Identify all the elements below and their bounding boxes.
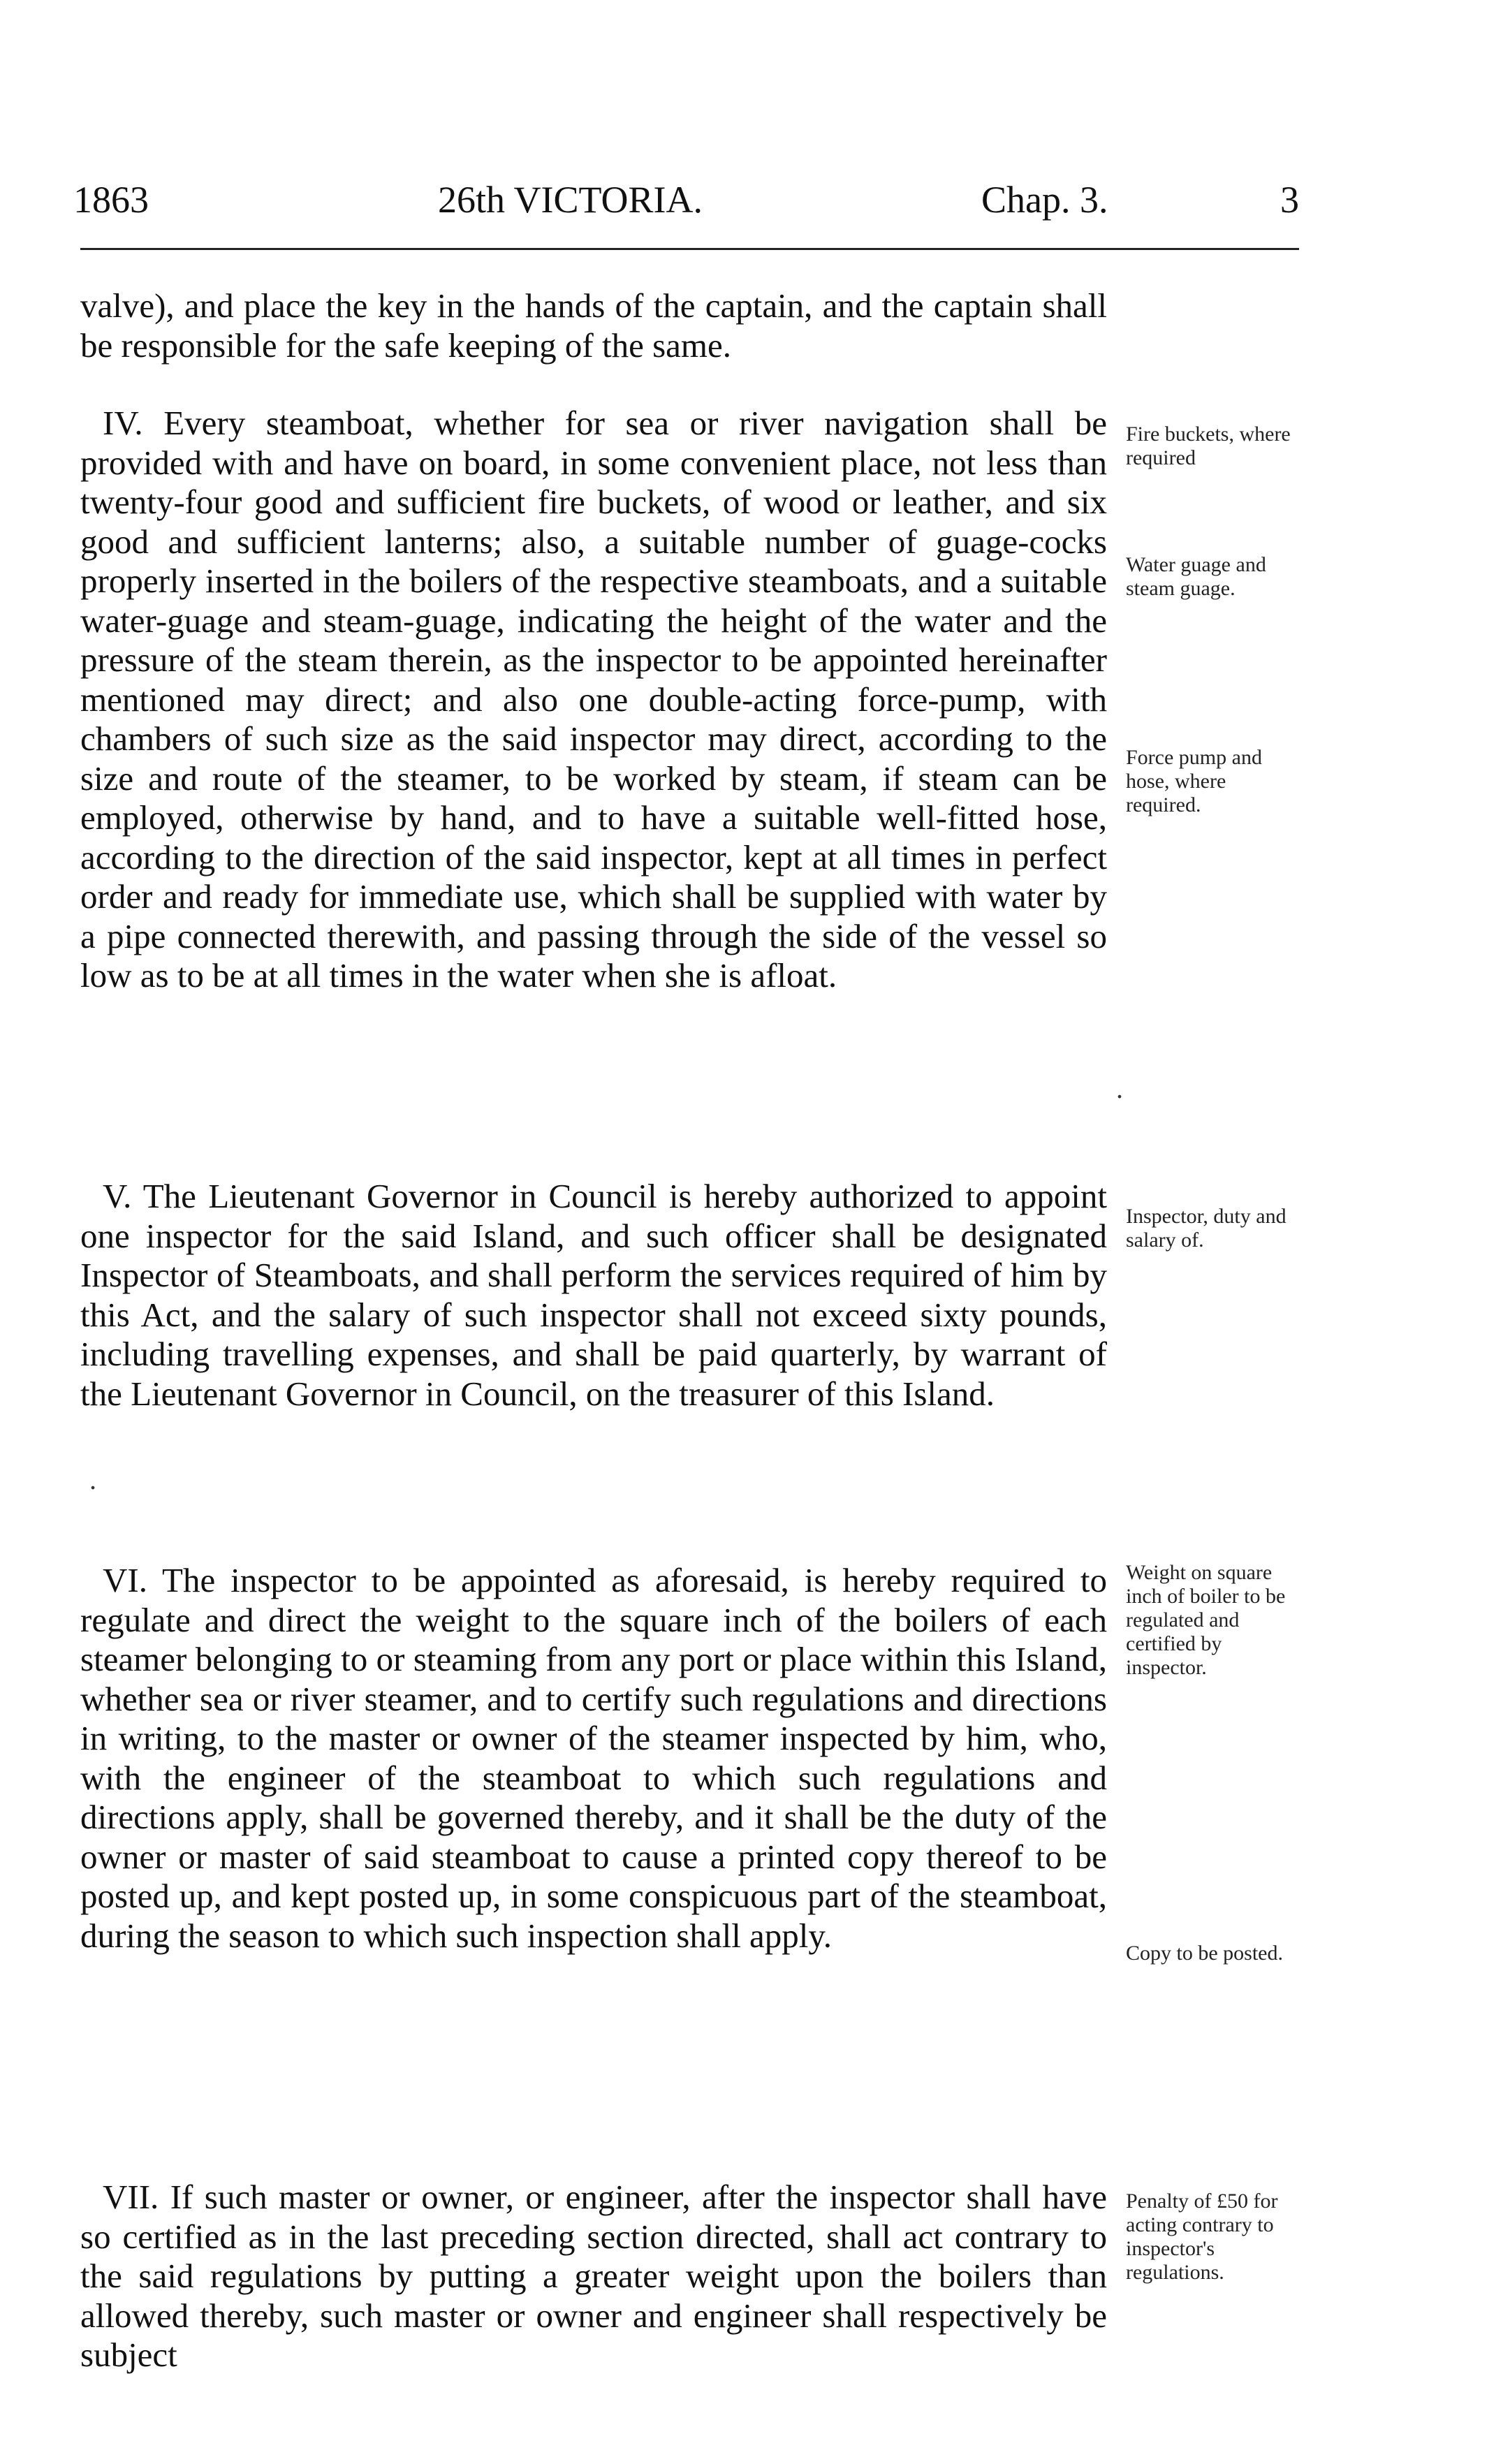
header-year: 1863	[73, 179, 149, 221]
paragraph-text: valve), and place the key in the hands of the captain, and the captain shall be responsible for the safe keeping of the same.	[80, 286, 1107, 365]
section-vi	[80, 1561, 1107, 1956]
margin-note-penalty: Penalty of £50 for acting contrary to inspector's regulations.	[1126, 2190, 1278, 2284]
paragraph-text: VI. The inspector to be appointed as aforesaid, is hereby required to regulate and direct the weight to the square inch of the boilers of each steamer belonging to or steaming from any port or place within this Island, whether sea or river steamer, and to certify such regulations and directions in writing, to the master or owner of the steamer inspected by him, who, with the engineer of the steamboat to which such regulations and directions apply, shall be governed thereby, and it shall be the duty of the owner or master of said steamboat to cause a printed copy thereof to be posted up, and kept posted up, in some conspicuous part of the steamboat, during the season to which such inspection shall apply.	[80, 1561, 1107, 1955]
paragraph-text: V. The Lieutenant Governor in Council is hereby authorized to appoint one inspector for the said Island, and such officer shall be designated Inspector of Steamboats, and shall perform the services required of him by this Act, and the salary of such inspector shall not exceed sixty pounds, including travelling expenses, and shall be paid quarterly, by warrant of the Lieutenant Governor in Council, on the treasurer of this Island.	[80, 1177, 1107, 1413]
paragraph-text: IV. Every steamboat, whether for sea or river navigation shall be provided with and have on board, in some convenient place, not less than twenty-four good and sufficient fire buckets, of wood or leather, and six good and sufficient lanterns; also, a suitable number of guage-cocks properly inserted in the boilers of the respective steamboats, and a suitable water-guage and steam-guage, indicating the height of the water and the pressure of the steam therein, as the inspector to be appointed hereinafter mentioned may direct; and also one double-acting force-pump, with chambers of such size as the said inspector may direct, according to the size and route of the steamer, to be worked by steam, if steam can be employed, otherwise by hand, and to have a suitable well-fitted hose, according to the direction of the said inspector, kept at all times in perfect order and ready for immediate use, which shall be supplied with water by a pipe connected therewith, and passing through the side of the vessel so low as to be at all times in the water when she is afloat.	[80, 404, 1107, 995]
margin-note-copy-posted: Copy to be posted.	[1126, 1942, 1283, 1965]
margin-note-fire-buckets: Fire buckets, where required	[1126, 423, 1291, 469]
margin-note-force-pump: Force pump and hose, where required.	[1126, 746, 1262, 816]
section-v	[80, 1177, 1107, 1414]
margin-note-inspector: Inspector, duty and salary of.	[1126, 1205, 1287, 1252]
header-rule	[80, 248, 1299, 250]
running-header	[73, 178, 1299, 227]
margin-note-weight: Weight on square inch of boiler to be regulated and certified by inspector.	[1126, 1561, 1286, 1679]
header-title: 26th VICTORIA.	[438, 179, 703, 221]
section-iv	[80, 404, 1107, 996]
paragraph-text: VII. If such master or owner, or engineer, after the inspector shall have so certified as in the last preceding section directed, shall act contrary to the said regulations by putting a greater weight upon the boilers than allowed thereby, such master or owner and engineer shall respectively be subject	[80, 2178, 1107, 2374]
margin-dot: .	[89, 1464, 96, 1495]
paragraph-continuation	[80, 286, 1107, 365]
header-chapter: Chap. 3.	[981, 179, 1108, 221]
header-page-number: 3	[1280, 179, 1299, 221]
margin-dot: .	[1116, 1073, 1123, 1104]
margin-note-water-guage: Water guage and steam guage.	[1126, 553, 1266, 600]
section-vii	[80, 2178, 1107, 2375]
